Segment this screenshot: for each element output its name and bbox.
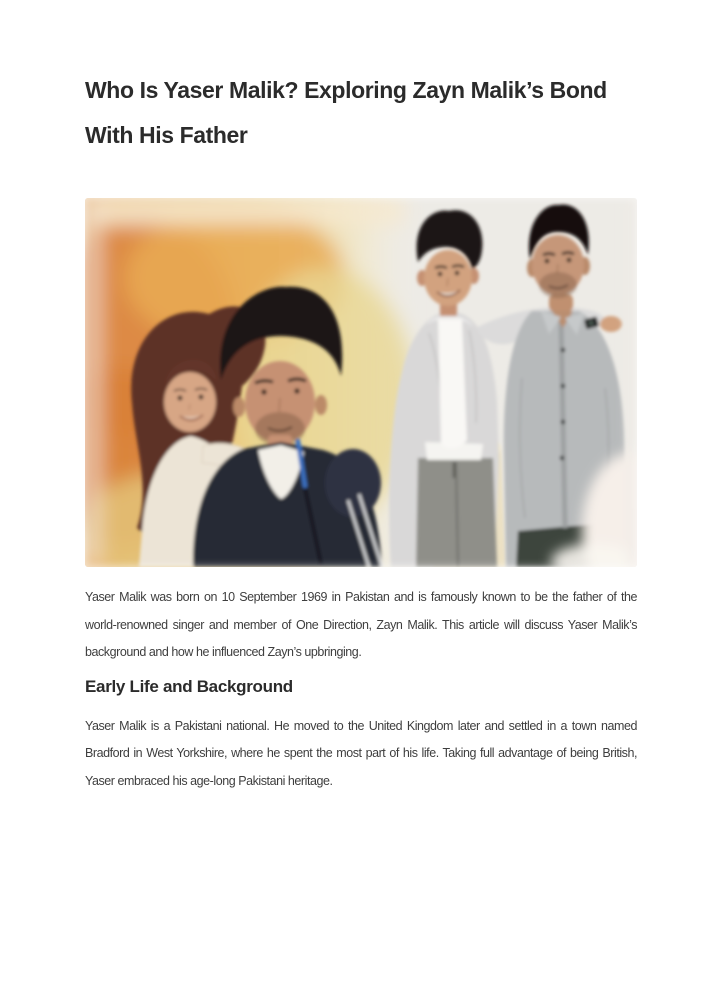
mother-face [164, 372, 216, 432]
hoodie-hood [325, 449, 381, 517]
hero-photo-collage [85, 198, 637, 567]
document-page [0, 68, 720, 999]
zayn-hand [600, 316, 622, 332]
article-hero-image [85, 198, 637, 567]
article-title: Who Is Yaser Malik? Exploring Zayn Malik’s Bond With His Father [85, 77, 607, 148]
intro-paragraph: Yaser Malik was born on 10 September 1969 in Pakistan and is famously known to be the father of the world-renowned singer and member of One Direction, Zayn Malik. This article will discuss Yaser Malik’s background and how he influenced Zayn’s upbringing. [85, 590, 637, 659]
section-paragraph: Yaser Malik is a Pakistani national. He moved to the United Kingdom later and settled in a town named Bradford in West Yorkshire, where he spent the most part of his life. Taking full advantage of being British, Yaser embraced his age-long Pakistani heritage. [85, 718, 637, 788]
section-heading-early-life: Early Life and Background [85, 676, 293, 696]
zayn-tee [438, 319, 467, 448]
yaser-beard-shadow [539, 272, 577, 298]
